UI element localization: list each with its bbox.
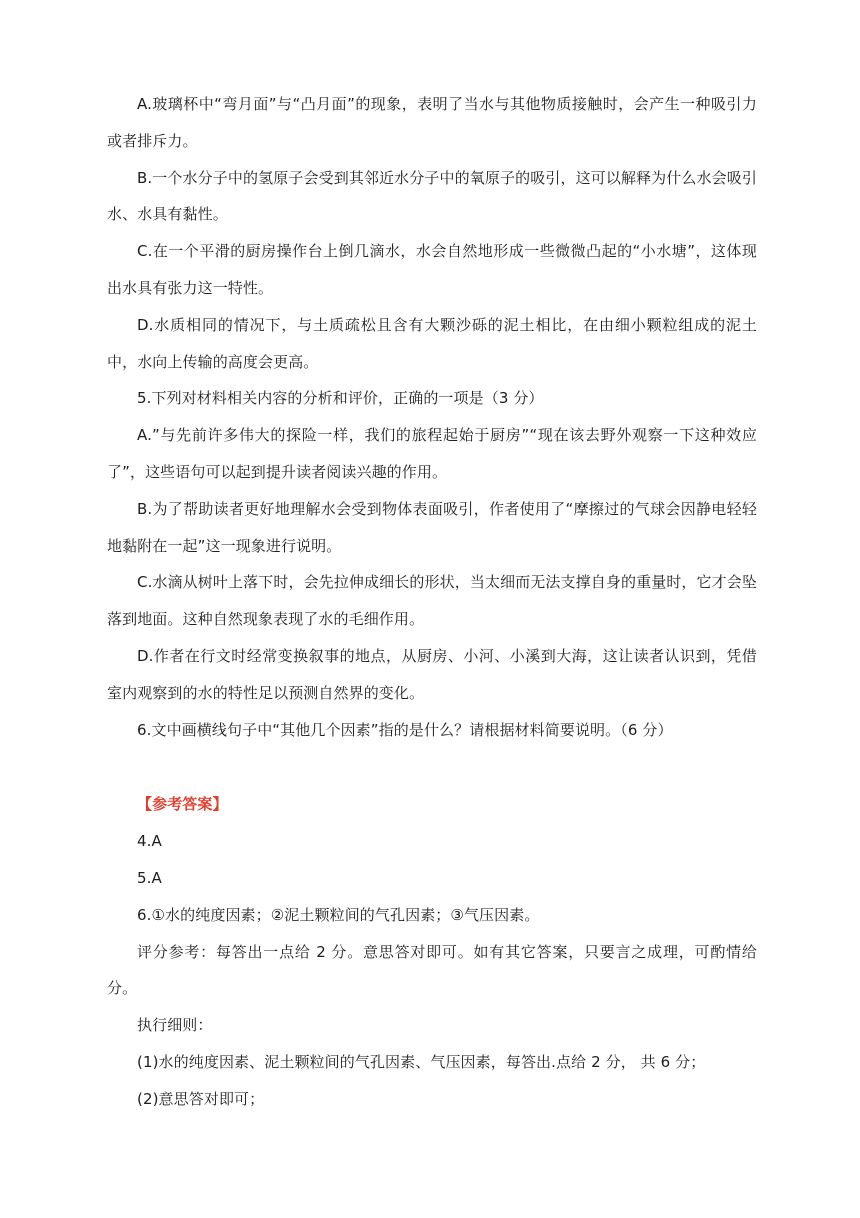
answer-heading: 【参考答案】 — [137, 795, 228, 814]
option-5a: A.”与先前许多伟大的探险一样，我们的旅程起始于厨房”“现在该去野外观察一下这种效应了”，这些语句可以起到提升读者阅读兴趣的作用。 — [107, 426, 757, 481]
option-4d: D.水质相同的情况下，与土质疏松且含有大颗沙砾的泥土相比，在由细小颗粒组成的泥土中，水向上传输的高度会更高。 — [107, 315, 757, 371]
option-5c: C.水滴从树叶上落下时，会先拉伸成细长的形状，当太细而无法支撑自身的重量时，它才会坠落到地面。这种自然现象表现了水的毛细作用。 — [107, 573, 757, 629]
section-gap — [107, 748, 757, 786]
answer-4: 4.A — [137, 832, 162, 851]
rule-1: (1)水的纯度因素、泥土颗粒间的气孔因素、气压因素，每答出.点给 2 分， 共 6 分； — [137, 1052, 706, 1071]
rule-2: (2)意思答对即可； — [137, 1089, 265, 1108]
answer-6: 6.①水的纯度因素；②泥土颗粒间的气孔因素；③气压因素。 — [137, 905, 540, 924]
option-5b: B.为了帮助读者更好地理解水会受到物体表面吸引，作者使用了“摩擦过的气球会因静电轻轻地黏附在一起”这一现象进行说明。 — [107, 499, 757, 555]
document-page — [107, 86, 757, 1118]
scoring-reference: 评分参考：每答出一点给 2 分。意思答对即可。如有其它答案，只要言之成理，可酌情给分。 — [107, 942, 757, 998]
question-6: 6.文中画横线句子中“其他几个因素”指的是什么？请根据材料简要说明。（6 分） — [137, 720, 673, 739]
option-4a: A.玻璃杯中“弯月面”与“凸月面”的现象，表明了当水与其他物质接触时，会产生一种吸引力或者排斥力。 — [107, 95, 757, 150]
rules-heading: 执行细则： — [137, 1016, 213, 1035]
answer-5: 5.A — [137, 868, 162, 887]
option-5d: D.作者在行文时经常变换叙事的地点，从厨房、小河、小溪到大海，这让读者认识到，凭借室内观察到的水的特性足以预测自然界的变化。 — [107, 646, 757, 702]
question-5: 5.下列对材料相关内容的分析和评价，正确的一项是（3 分） — [137, 389, 544, 408]
option-4c: C.在一个平滑的厨房操作台上倒几滴水，水会自然地形成一些微微凸起的“小水塘”，这体现出水具有张力这一特性。 — [107, 242, 757, 297]
option-4b: B.一个水分子中的氢原子会受到其邻近水分子中的氧原子的吸引，这可以解释为什么水会吸引水、水具有黏性。 — [107, 168, 757, 224]
